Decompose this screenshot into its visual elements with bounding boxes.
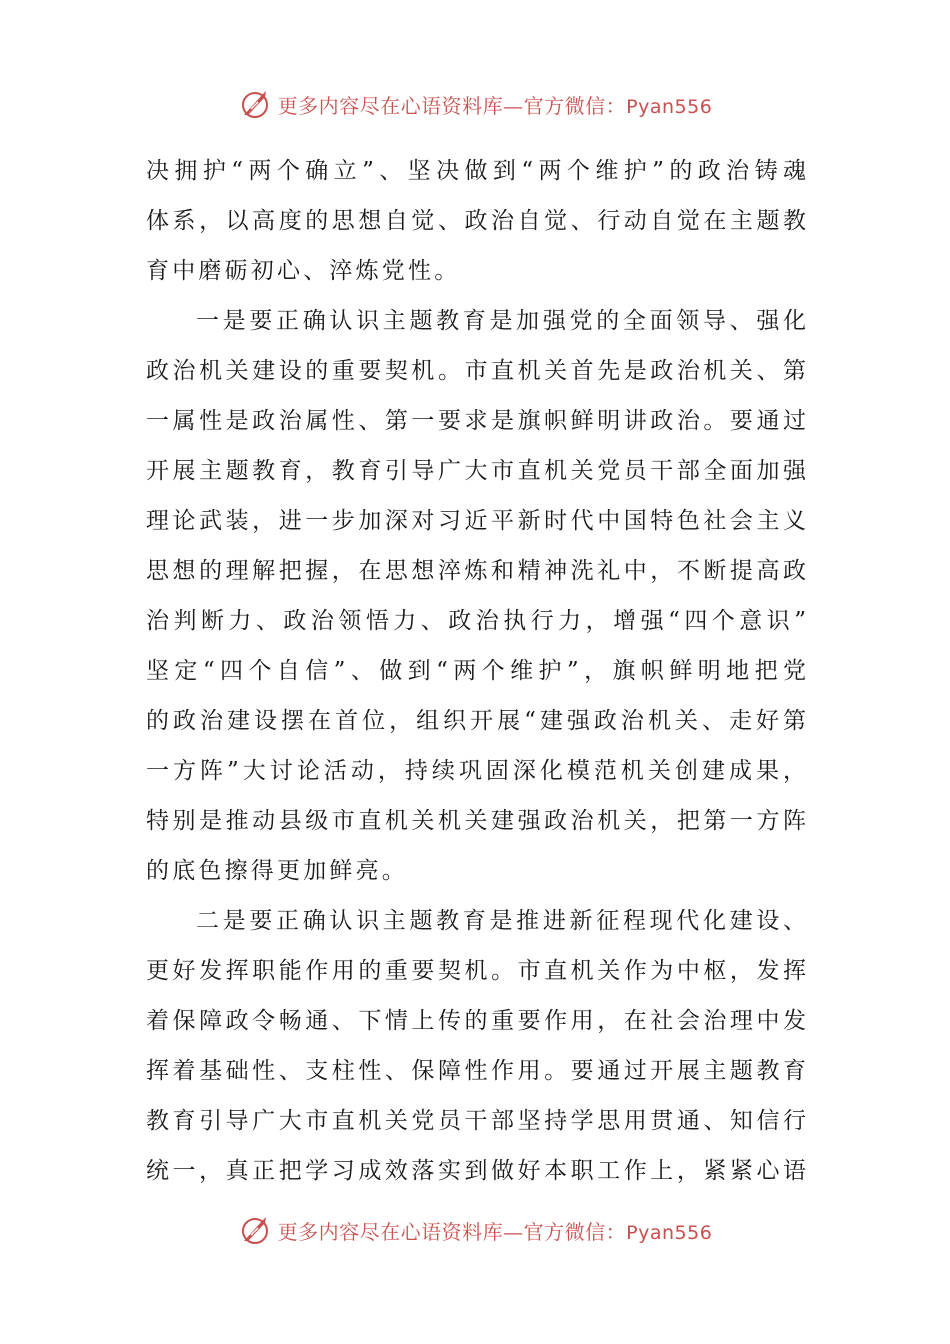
text-line: 政治机关建设的重要契机。市直机关首先是政治机关、第: [146, 358, 806, 384]
banner-text: 更多内容尽在心语资料库—官方微信：Pyan556: [277, 1219, 713, 1244]
text-line: 一方阵”大讨论活动，持续巩固深化模范机关创建成果，: [146, 758, 806, 784]
text-line: 着保障政令畅通、下情上传的重要作用，在社会治理中发: [146, 1008, 806, 1034]
text-line: 更好发挥职能作用的重要契机。市直机关作为中枢，发挥: [146, 958, 806, 984]
text-line: 挥着基础性、支柱性、保障性作用。要通过开展主题教育: [146, 1058, 806, 1084]
text-line: 的底色擦得更加鲜亮。: [146, 858, 408, 884]
text-line: 决拥护“两个确立”、坚决做到“两个维护”的政治铸魂: [146, 158, 806, 184]
footer-watermark-banner: [0, 1208, 950, 1252]
text-line: 思想的理解把握，在思想淬炼和精神洗礼中，不断提高政: [146, 558, 806, 584]
quill-pen-logo-icon: [238, 87, 272, 121]
text-line: 的政治建设摆在首位，组织开展“建强政治机关、走好第: [146, 708, 806, 734]
text-line: 体系，以高度的思想自觉、政治自觉、行动自觉在主题教: [146, 208, 806, 234]
text-line: 二是要正确认识主题教育是推进新征程现代化建设、: [196, 908, 806, 934]
text-line: 育中磨砺初心、淬炼党性。: [146, 258, 461, 284]
quill-pen-logo-icon: [238, 1213, 272, 1247]
text-line: 一是要正确认识主题教育是加强党的全面领导、强化: [196, 308, 806, 334]
text-line: 特别是推动县级市直机关机关建强政治机关，把第一方阵: [146, 808, 806, 834]
text-line: 开展主题教育，教育引导广大市直机关党员干部全面加强: [146, 458, 806, 484]
text-line: 一属性是政治属性、第一要求是旗帜鲜明讲政治。要通过: [146, 408, 806, 434]
text-line: 统一，真正把学习成效落实到做好本职工作上，紧紧心语: [146, 1158, 806, 1184]
text-line: 治判断力、政治领悟力、政治执行力，增强“四个意识”: [146, 608, 806, 634]
document-body: [146, 146, 806, 1196]
wechat-id: Pyan556: [626, 95, 713, 118]
text-line: 教育引导广大市直机关党员干部坚持学思用贯通、知信行: [146, 1108, 806, 1134]
text-line: 坚定“四个自信”、做到“两个维护”，旗帜鲜明地把党: [146, 658, 806, 684]
wechat-id: Pyan556: [626, 1221, 713, 1244]
banner-text: 更多内容尽在心语资料库—官方微信：Pyan556: [277, 93, 713, 118]
text-line: 理论武装，进一步加深对习近平新时代中国特色社会主义: [146, 508, 806, 534]
header-watermark-banner: [0, 82, 950, 126]
